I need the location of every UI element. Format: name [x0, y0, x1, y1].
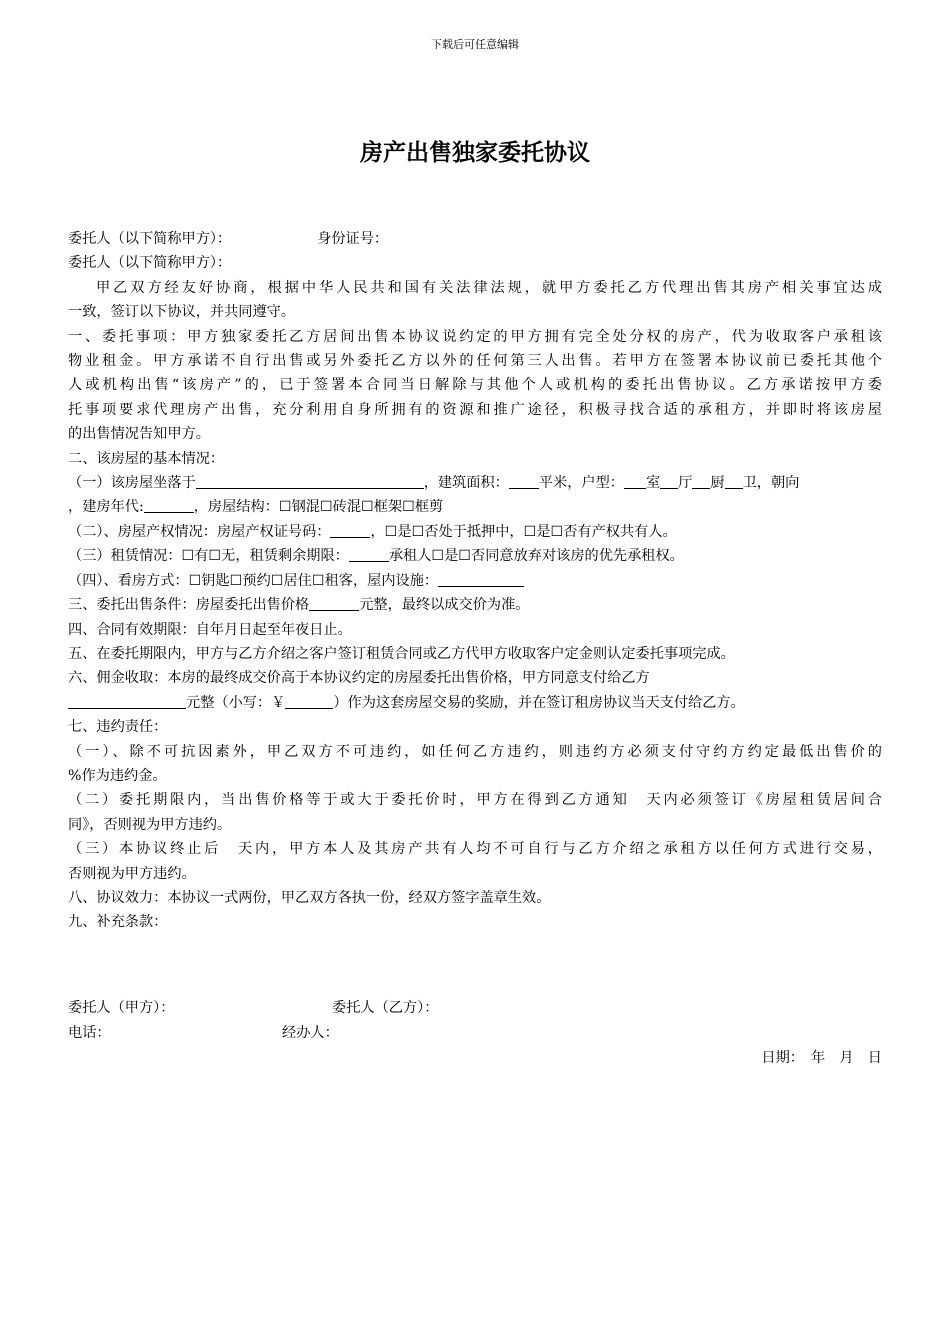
price-label: 三、委托出售条件：房屋委托出售价格 — [68, 597, 310, 614]
header-note: 下载后可任意编辑 — [431, 38, 519, 51]
viewing-line — [68, 569, 882, 593]
commission-suffix: ）作为这套房屋交易的奖励，并在签订租房协议当天支付给乙方。 — [333, 694, 745, 711]
lease-remaining-blank[interactable] — [349, 546, 389, 562]
section-1-line: 的出售情况告知甲方。 — [68, 426, 210, 443]
id-number-label: 身份证号： — [317, 231, 389, 247]
bathroom-blank[interactable] — [725, 473, 743, 489]
party-a-label: 委托人（以下简称甲方）： — [68, 231, 232, 247]
hall-blank[interactable] — [660, 473, 678, 489]
party-a-line — [68, 227, 882, 251]
area-label: ，建筑面积： — [423, 475, 509, 492]
section-1-line: 托事项要求代理房产出售，充分利用自身所拥有的资源和推广途径，积极寻找合适的承租方，并即时将该房屋 — [68, 401, 882, 418]
intro-line: 甲乙双方经友好协商，根据中华人民共和国有关法律法规，就甲方委托乙方代理出售其房产相关事宜达成 — [96, 279, 882, 296]
room-blank[interactable] — [624, 473, 646, 489]
commission-amount-blank[interactable] — [285, 693, 333, 709]
party-a-signature-label: 委托人（甲方）： — [68, 1000, 175, 1016]
certificate-blank[interactable] — [330, 522, 370, 538]
section-5-line: 五、在委托期限内，甲方与乙方介绍之客户签订租赁合同或乙方代甲方收取客户定金则认定委托事项完成。 — [68, 645, 735, 662]
date-label: 日期： 年 月 日 — [761, 1050, 882, 1066]
breach-3-line — [68, 837, 882, 861]
room-label: 室 — [645, 475, 661, 492]
section-7-heading: 七、违约责任： — [68, 719, 168, 736]
section-1-line: 物业租金。甲方承诺不自行出售或另外委托乙方以外的任何第三人出售。若甲方在签署本协议前已委托其他个 — [68, 353, 882, 370]
section-9-line: 九、补充条款： — [68, 914, 168, 931]
build-year-line — [68, 495, 882, 519]
party-b-signature-label: 委托人（乙方）： — [332, 1000, 439, 1016]
property-location-line — [68, 471, 882, 495]
breach-1-line: %作为违约金。 — [68, 767, 167, 784]
viewing-options: （四）、看房方式：☐钥匙☐预约☐居住☐租客，屋内设施： — [68, 572, 439, 589]
section-1-line: 一、委托事项：甲方独家委托乙方居间出售本协议说约定的甲方拥有完全处分权的房产，代为收取客户承租该 — [68, 328, 882, 345]
location-blank[interactable] — [196, 473, 424, 489]
document-title: 房产出售独家委托协议 — [360, 140, 590, 166]
mortgage-options: ，☐是☐否处于抵押中，☐是☐否有产权共有人。 — [370, 523, 677, 540]
breach-3-line: 否则视为甲方违约。 — [68, 865, 196, 882]
agreement-body — [68, 227, 882, 935]
price-suffix: 元整，最终以成交价为准。 — [359, 597, 530, 614]
section-6-line: 六、佣金收取：本房的最终成交价高于本协议约定的房屋委托出售价格，甲方同意支付给乙方 — [68, 670, 650, 687]
layout-label: 平米，户型： — [538, 475, 624, 492]
breach-2-text: 天内必须签订《房屋租赁居间合 — [643, 792, 882, 809]
hall-label: 厅 — [678, 475, 693, 492]
ownership-line — [68, 520, 882, 544]
location-label: （一）该房屋坐落于 — [68, 475, 196, 492]
structure-options: ，房屋结构：☐钢混☐砖混☐框架☐框剪 — [193, 499, 444, 516]
kitchen-blank[interactable] — [692, 473, 710, 489]
kitchen-label: 厨 — [710, 475, 725, 492]
commission-line — [68, 691, 882, 715]
section-2-heading: 二、该房屋的基本情况： — [68, 450, 225, 467]
section-4-line: 四、合同有效期限：自年月日起至年夜日止。 — [68, 621, 352, 638]
section-3-line — [68, 593, 882, 617]
breach-3-text: （三）本协议终止后 — [68, 841, 222, 858]
breach-2-line — [68, 788, 882, 812]
breach-1-line: （一）、除不可抗因素外，甲乙双方不可违约，如任何乙方违约，则违约方必须支付守约方约定最低出售价的 — [68, 743, 882, 760]
breach-2-text: （二）委托期限内，当出售价格等于或大于委托价时，甲方在得到乙方通知 — [68, 792, 630, 809]
lease-line — [68, 544, 882, 568]
price-blank[interactable] — [309, 595, 359, 611]
breach-3-text: 天内，甲方本人及其房产共有人均不可自行与乙方介绍之承租方以任何方式进行交易， — [235, 841, 882, 858]
certificate-label: （二）、房屋产权情况：房屋产权证号码： — [68, 523, 331, 540]
section-1-line: 人或机构出售“该房产”的，已于签署本合同当日解除与其他个人或机构的委托出售协议。乙方承诺按甲方委 — [68, 377, 882, 394]
breach-2-line: 同》，否则视为甲方违约。 — [68, 816, 232, 833]
party-b-label: 委托人（以下简称甲方）： — [68, 255, 232, 272]
bathroom-orientation-label: 卫，朝向 — [742, 475, 800, 492]
phone-label: 电话： — [68, 1025, 111, 1041]
tenant-options: 承租人☐是☐否同意放弃对该房的优先承租权。 — [388, 548, 684, 565]
build-year-label: ，建房年代: — [68, 499, 144, 516]
area-blank[interactable] — [509, 473, 539, 489]
section-8-line: 八、协议效力：本协议一式两份，甲乙双方各执一份，经双方签字盖章生效。 — [68, 889, 551, 906]
lease-label: （三）租赁情况：☐有☐无，租赁剩余期限： — [68, 548, 349, 565]
intro-line: 一致，签订以下协议，并共同遵守。 — [68, 304, 296, 321]
facilities-blank[interactable] — [438, 571, 524, 587]
commission-blank[interactable] — [68, 693, 186, 709]
agent-label: 经办人： — [282, 1025, 339, 1041]
build-year-blank[interactable] — [144, 497, 194, 513]
commission-label: 元整（小写：￥ — [186, 694, 286, 711]
